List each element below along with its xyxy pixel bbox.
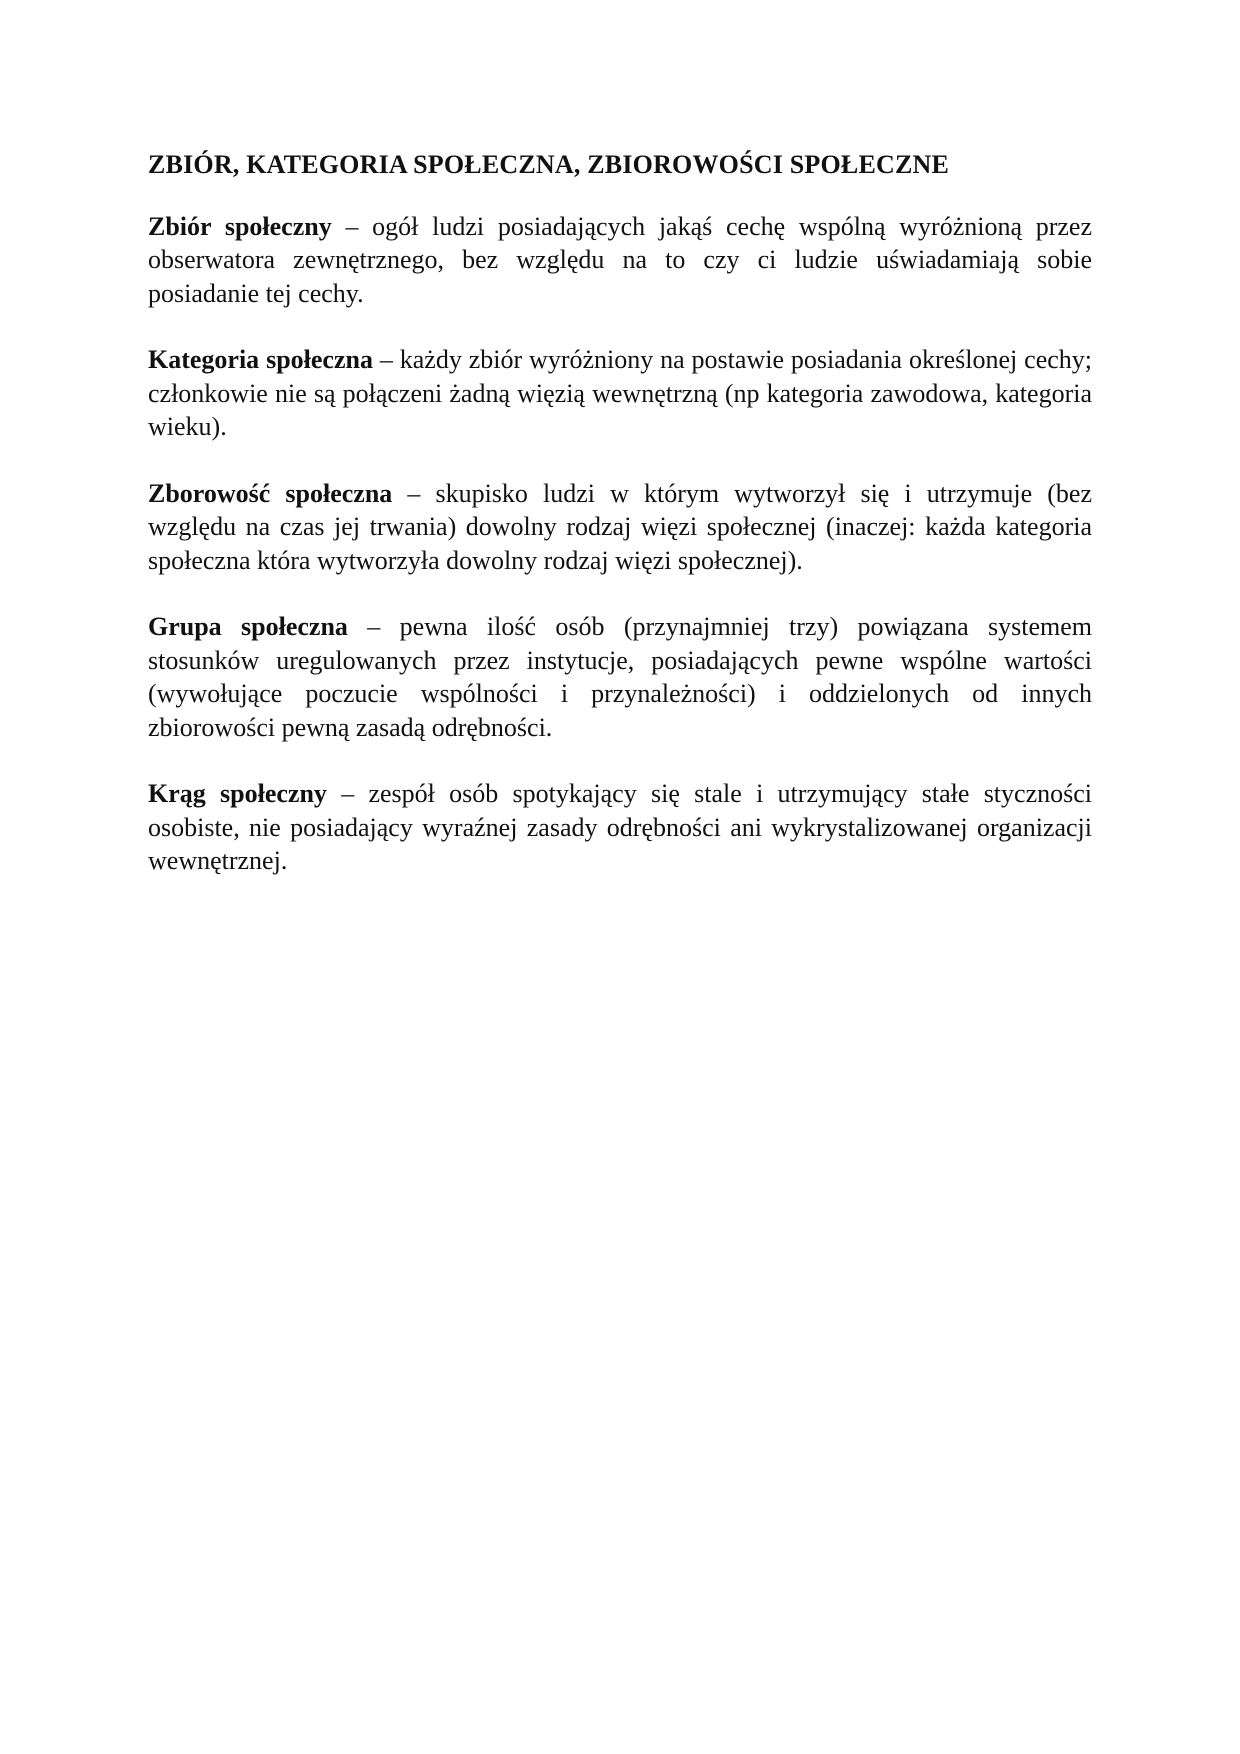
document-body	[148, 148, 1092, 911]
definition-term: Grupa społeczna	[148, 612, 348, 642]
definition-text: – zespół osób spotykający się stale i utrzymujący stałe styczności osobiste, nie posiadający wyraźnej zasady odrębności ani wykrystalizowanej organizacji wewnętrznej.	[148, 779, 1092, 876]
definition-text: – każdy zbiór wyróżniony na postawie posiadania określonej cechy; członkowie nie są połączeni żadną więzią wewnętrzną (np kategoria zawodowa, kategoria wieku).	[148, 345, 1092, 442]
definition-text: – pewna ilość osób (przynajmniej trzy) powiązana systemem stosunków uregulowanych przez instytucje, posiadających pewne wspólne wartości (wywołujące poczucie wspólności i przynależności) i oddzielonych od innych zbiorowości pewną zasadą odrębności.	[148, 612, 1092, 742]
definition-text: – skupisko ludzi w którym wytworzył się i utrzymuje (bez względu na czas jej trwania) dowolny rodzaj więzi społecznej (inaczej: każda kategoria społeczna która wytworzyła dowolny rodzaj więzi społecznej).	[148, 478, 1092, 575]
document-title: ZBIÓR, KATEGORIA SPOŁECZNA, ZBIOROWOŚCI SPOŁECZNE	[148, 150, 950, 179]
definition-term: Krąg społeczny	[148, 779, 327, 809]
definition-term: Zbiór społeczny	[148, 211, 332, 241]
definition-kategoria-spoleczna	[148, 343, 1092, 444]
definition-zbiorowosc-spoleczna	[148, 477, 1092, 578]
definition-text: – ogół ludzi posiadających jakąś cechę wspólną wyróżnioną przez obserwatora zewnętrznego, bez względu na to czy ci ludzie uświadamiają sobie posiadanie tej cechy.	[148, 211, 1093, 308]
definition-grupa-spoleczna	[148, 610, 1092, 744]
definition-krag-spoleczny	[148, 777, 1092, 878]
definition-term: Kategoria społeczna	[148, 345, 373, 375]
definition-zbior-spoleczny	[148, 210, 1092, 311]
definition-term: Zborowość społeczna	[148, 478, 393, 508]
